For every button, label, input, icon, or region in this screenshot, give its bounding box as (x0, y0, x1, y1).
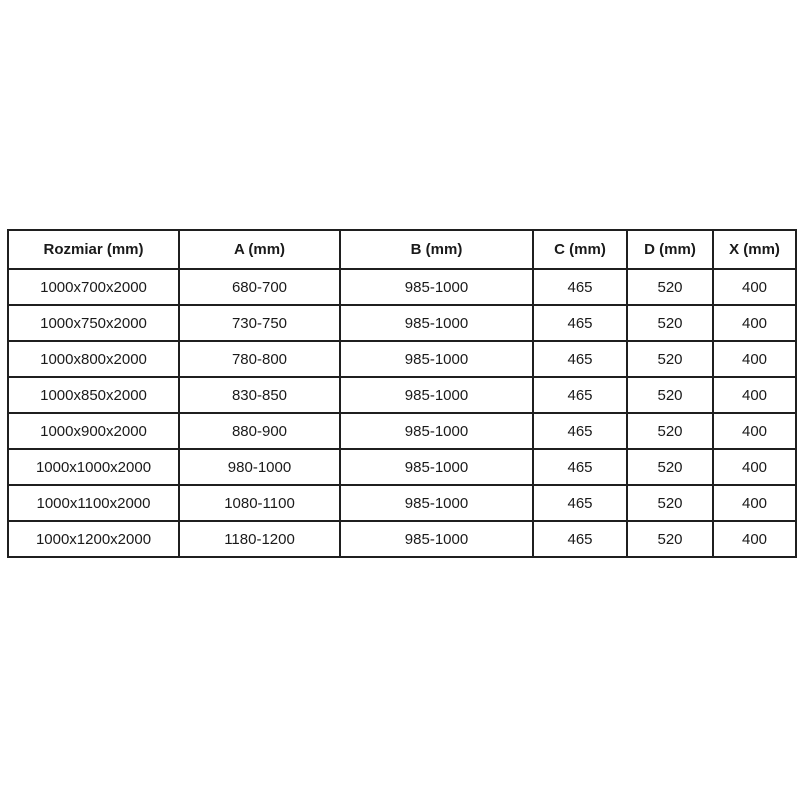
table-cell: 520 (627, 485, 713, 521)
table-cell: 985-1000 (340, 269, 533, 305)
table-cell: 520 (627, 521, 713, 557)
column-header-b: B (mm) (340, 230, 533, 269)
table-row (8, 413, 796, 449)
table-cell: 465 (533, 449, 627, 485)
table-cell: 400 (713, 485, 796, 521)
table-cell: 520 (627, 341, 713, 377)
table-cell: 985-1000 (340, 341, 533, 377)
table-cell: 520 (627, 449, 713, 485)
table-cell: 680-700 (179, 269, 340, 305)
column-header-rozmiar: Rozmiar (mm) (8, 230, 179, 269)
table-row (8, 377, 796, 413)
table-cell: 465 (533, 269, 627, 305)
table-cell: 880-900 (179, 413, 340, 449)
table-cell: 465 (533, 521, 627, 557)
table-cell: 1000x700x2000 (8, 269, 179, 305)
table-cell: 985-1000 (340, 305, 533, 341)
table-cell: 465 (533, 377, 627, 413)
table-cell: 1000x900x2000 (8, 413, 179, 449)
table-row (8, 341, 796, 377)
table-cell: 400 (713, 449, 796, 485)
table-cell: 980-1000 (179, 449, 340, 485)
table-cell: 520 (627, 269, 713, 305)
table-row (8, 485, 796, 521)
table-cell: 520 (627, 377, 713, 413)
table-cell: 1000x1100x2000 (8, 485, 179, 521)
table-cell: 400 (713, 341, 796, 377)
table-cell: 1000x1000x2000 (8, 449, 179, 485)
table-cell: 465 (533, 305, 627, 341)
table-cell: 400 (713, 305, 796, 341)
size-specification-table-container (7, 229, 795, 558)
table-cell: 985-1000 (340, 449, 533, 485)
column-header-x: X (mm) (713, 230, 796, 269)
table-row (8, 449, 796, 485)
table-cell: 985-1000 (340, 485, 533, 521)
table-cell: 985-1000 (340, 377, 533, 413)
table-cell: 1180-1200 (179, 521, 340, 557)
table-cell: 465 (533, 413, 627, 449)
table-cell: 985-1000 (340, 521, 533, 557)
table-cell: 400 (713, 377, 796, 413)
table-row (8, 521, 796, 557)
table-cell: 1080-1100 (179, 485, 340, 521)
table-cell: 1000x1200x2000 (8, 521, 179, 557)
table-cell: 985-1000 (340, 413, 533, 449)
column-header-d: D (mm) (627, 230, 713, 269)
table-cell: 465 (533, 485, 627, 521)
table-cell: 520 (627, 413, 713, 449)
table-cell: 1000x850x2000 (8, 377, 179, 413)
table-cell: 730-750 (179, 305, 340, 341)
table-cell: 780-800 (179, 341, 340, 377)
table-body (8, 269, 796, 557)
table-header-row (8, 230, 796, 269)
table-cell: 520 (627, 305, 713, 341)
table-cell: 400 (713, 269, 796, 305)
table-cell: 1000x750x2000 (8, 305, 179, 341)
table-cell: 1000x800x2000 (8, 341, 179, 377)
table-cell: 465 (533, 341, 627, 377)
table-cell: 830-850 (179, 377, 340, 413)
table-cell: 400 (713, 521, 796, 557)
table-cell: 400 (713, 413, 796, 449)
column-header-a: A (mm) (179, 230, 340, 269)
size-specification-table (7, 229, 797, 558)
column-header-c: C (mm) (533, 230, 627, 269)
table-row (8, 269, 796, 305)
table-row (8, 305, 796, 341)
